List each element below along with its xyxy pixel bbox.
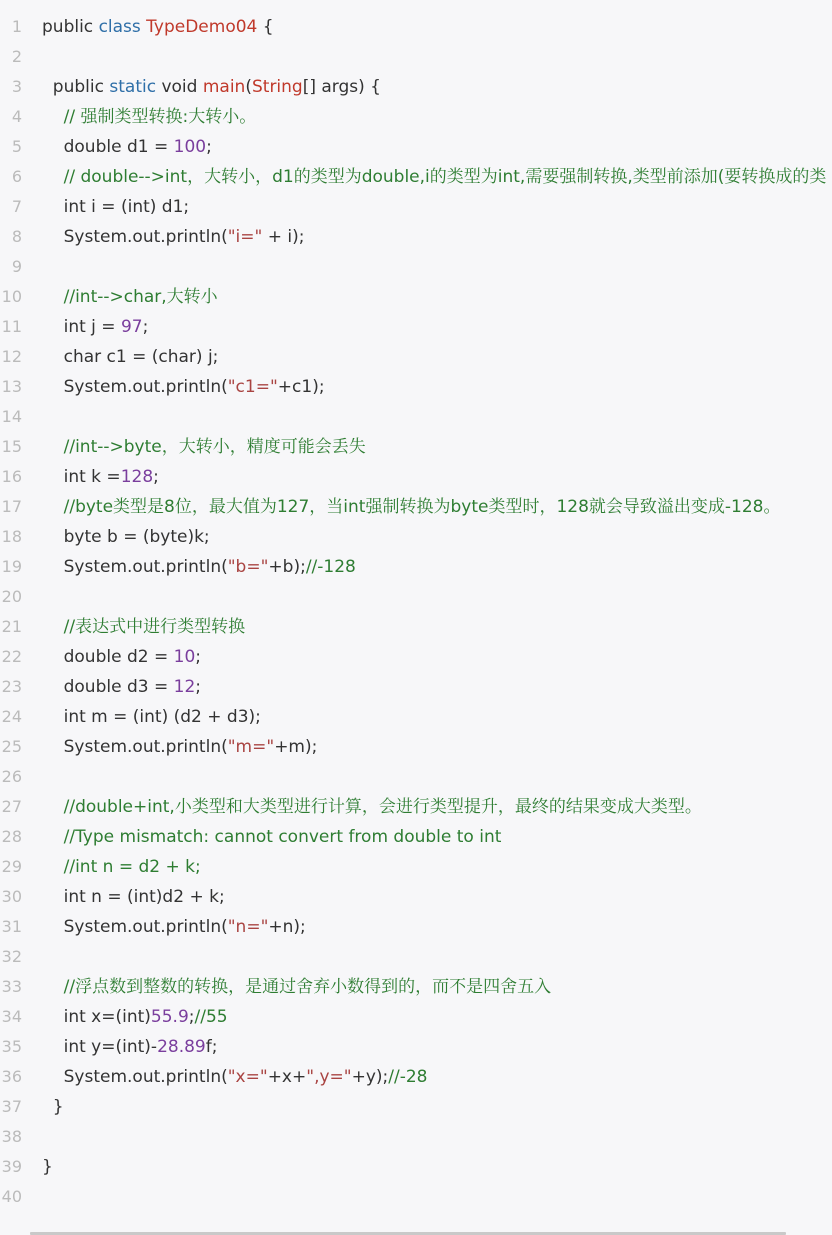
code-line [0,162,832,192]
code-token: char c1 = (char) j; [42,347,219,367]
line-number: 8 [11,227,22,246]
code-line [0,372,832,402]
code-token: public [42,77,110,97]
line-number: 35 [1,1037,22,1056]
code-token: "n=" [227,917,269,937]
code-line [0,42,832,72]
code-token: byte b = (byte)k; [42,527,210,547]
code-token: int n = (int)d2 + k; [42,887,225,907]
line-number: 9 [11,257,22,276]
code-line [0,402,832,432]
code-line [0,462,832,492]
code-token: f; [205,1037,218,1057]
code-token: //double+int,小类型和大类型进行计算，会进行类型提升，最终的结果变成大类型。 [42,797,702,817]
line-code [42,282,218,312]
code-token: int k = [42,467,121,487]
code-line [0,432,832,462]
code-lines [0,12,832,1212]
code-line [0,792,832,822]
line-number: 3 [11,77,22,96]
code-token: int j = [42,317,121,337]
code-line [0,852,832,882]
code-token: class [98,17,147,37]
code-token: ( [245,77,252,97]
code-line [0,282,832,312]
line-number: 18 [1,527,22,546]
code-line [0,312,832,342]
line-number: 13 [1,377,22,396]
code-token: } [42,1097,64,1117]
code-token: //int-->char,大转小 [42,287,218,307]
line-code [42,312,148,342]
code-token: +c1); [277,377,325,397]
line-code [42,72,381,102]
code-token: + i); [262,227,305,247]
code-token: "i=" [227,227,263,247]
line-number: 29 [1,857,22,876]
line-code [42,552,356,582]
code-line [0,522,832,552]
line-number: 20 [1,587,22,606]
code-line [0,672,832,702]
line-number: 36 [1,1067,22,1086]
line-number: 30 [1,887,22,906]
line-code [42,162,826,192]
code-token: +n); [268,917,306,937]
code-line [0,222,832,252]
line-number: 37 [1,1097,22,1116]
code-line [0,552,832,582]
code-token: ; [195,647,201,667]
code-token: +m); [274,737,318,757]
code-token: ; [188,1007,195,1027]
line-number: 33 [1,977,22,996]
code-token: ",y=" [306,1067,352,1087]
code-line [0,1092,832,1122]
code-token: double d1 = [42,137,174,157]
code-line [0,1002,832,1032]
code-line [0,72,832,102]
code-token: 97 [120,317,143,337]
code-line [0,1032,832,1062]
line-number: 11 [1,317,22,336]
code-token: 100 [173,137,207,157]
code-token: ; [206,137,212,157]
code-token: System.out.println( [42,737,228,757]
line-number: 14 [1,407,22,426]
code-token: +y); [351,1067,389,1087]
line-code [42,882,225,912]
code-line [0,822,832,852]
line-number: 38 [1,1127,22,1146]
code-token: //55 [194,1007,228,1027]
code-line [0,1152,832,1182]
code-token: //-28 [388,1067,428,1087]
code-token: static [109,77,162,97]
line-number: 26 [1,767,22,786]
code-token: double d2 = [42,647,174,667]
code-token: ; [153,467,159,487]
code-token: int m = (int) (d2 + d3); [42,707,261,727]
code-line [0,132,832,162]
code-line [0,492,832,522]
line-code [42,1062,428,1092]
code-line [0,972,832,1002]
line-number: 17 [1,497,22,516]
line-code [42,972,551,1002]
line-code [42,462,159,492]
line-number: 39 [1,1157,22,1176]
line-number: 28 [1,827,22,846]
code-token: System.out.println( [42,1067,228,1087]
line-number: 24 [1,707,22,726]
line-number: 34 [1,1007,22,1026]
line-number: 40 [1,1187,22,1206]
line-code [42,432,366,462]
code-line [0,762,832,792]
line-code [42,1152,53,1182]
line-code [42,702,261,732]
code-token: [] args) { [302,77,381,97]
code-token: System.out.println( [42,557,228,577]
code-token: 12 [173,677,196,697]
code-token: //表达式中进行类型转换 [42,617,246,637]
code-token: "c1=" [227,377,278,397]
line-number: 7 [11,197,22,216]
code-token: // double-->int，大转小，d1的类型为double,i的类型为int,需要强制转换,类型前添加(要转换成的类 [42,167,827,187]
code-block[interactable] [0,12,832,1212]
code-token: double d3 = [42,677,174,697]
code-line [0,102,832,132]
code-line [0,582,832,612]
line-code [42,612,245,642]
code-token: void [161,77,203,97]
code-token: //int n = d2 + k; [42,857,201,877]
code-line [0,1182,832,1212]
code-line [0,882,832,912]
code-line [0,912,832,942]
line-code [42,732,317,762]
code-token: ; [195,677,201,697]
code-token: 28.89 [157,1037,206,1057]
line-code [42,852,201,882]
code-token: 128 [120,467,154,487]
code-token: "m=" [227,737,275,757]
code-line [0,1062,832,1092]
line-code [42,1002,228,1032]
line-code [42,672,201,702]
code-token: //浮点数到整数的转换，是通过舍弃小数得到的，而不是四舍五入 [42,977,552,997]
code-token: //-128 [305,557,356,577]
code-token: public [42,17,99,37]
line-number: 1 [11,17,22,36]
code-token: ; [142,317,149,337]
line-code [42,12,274,42]
line-number: 15 [1,437,22,456]
line-code [42,1092,64,1122]
code-token: //byte类型是8位，最大值为127，当int强制转换为byte类型时，128就会导致溢出变成-128。 [42,497,781,517]
code-token: int x=(int) [42,1007,151,1027]
line-code [42,1032,217,1062]
code-token: int i = (int) d1; [42,197,190,217]
code-token: String [251,77,303,97]
code-token: System.out.println( [42,227,228,247]
line-code [42,522,210,552]
line-number: 2 [11,47,22,66]
line-number: 12 [1,347,22,366]
code-line [0,942,832,972]
code-line [0,252,832,282]
code-line [0,612,832,642]
code-token: System.out.println( [42,377,228,397]
line-number: 21 [1,617,22,636]
line-number: 10 [1,287,22,306]
code-line [0,12,832,42]
code-token: System.out.println( [42,917,228,937]
code-token: { [257,17,274,37]
line-number: 19 [1,557,22,576]
code-line [0,642,832,672]
code-line [0,342,832,372]
line-number: 31 [1,917,22,936]
code-token: 55.9 [150,1007,189,1027]
line-number: 22 [1,647,22,666]
line-number: 23 [1,677,22,696]
line-code [42,102,256,132]
line-code [42,912,306,942]
code-line [0,1122,832,1152]
code-token: //int-->byte，大转小，精度可能会丢失 [42,437,366,457]
line-code [42,342,218,372]
code-token: TypeDemo04 [146,17,258,37]
code-token: } [42,1157,53,1177]
code-token: //Type mismatch: cannot convert from double to int [42,827,502,847]
code-line [0,702,832,732]
line-number: 6 [11,167,22,186]
code-token: "b=" [227,557,269,577]
code-line [0,192,832,222]
code-token: +x+ [267,1067,307,1087]
code-token: +b); [268,557,306,577]
line-number: 5 [11,137,22,156]
line-code [42,642,201,672]
line-number: 16 [1,467,22,486]
line-number: 4 [11,107,22,126]
code-token: 10 [173,647,196,667]
line-number: 25 [1,737,22,756]
line-code [42,372,325,402]
line-code [42,192,189,222]
line-code [42,492,780,522]
line-code [42,792,702,822]
line-code [42,132,212,162]
code-line [0,732,832,762]
line-number: 27 [1,797,22,816]
line-code [42,222,304,252]
code-token: int y=(int)- [42,1037,158,1057]
code-token: main [202,77,246,97]
code-token: "x=" [227,1067,268,1087]
line-number: 32 [1,947,22,966]
code-token: // 强制类型转换:大转小。 [42,107,257,127]
line-code [42,822,501,852]
